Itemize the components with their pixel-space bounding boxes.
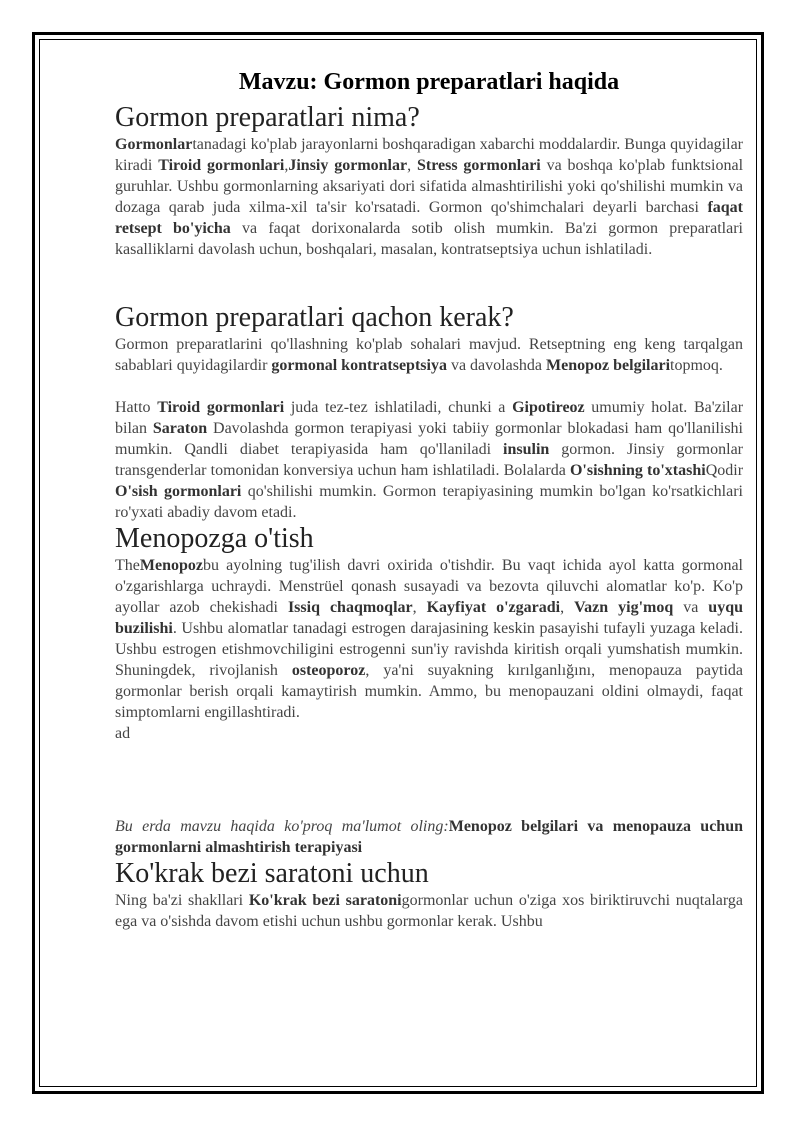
text-run: The — [115, 557, 140, 574]
spacer — [115, 260, 743, 302]
bold-term: O'sishning to'xtashi — [569, 462, 706, 479]
bold-term: Jinsiy gormonlar — [288, 157, 408, 174]
text-run: va — [673, 599, 709, 616]
document-body — [115, 66, 743, 932]
text-run: , — [284, 157, 289, 174]
text-run: tanadagi ko'plab jarayonlarni boshqaradigan xabarchi moddalardir. Bunga quyidagilar kiradi — [115, 136, 743, 174]
spacer — [115, 376, 743, 397]
text-run: juda tez-tez ishlatiladi, chunki a — [284, 399, 513, 416]
text-run: Hatto — [115, 399, 158, 416]
section-heading-what-are-hormone-drugs: Gormon preparatlari nima? — [115, 102, 420, 133]
section-paragraph — [115, 555, 743, 723]
text-run: qo'shilishi mumkin. Gormon terapiyasining mumkin bo'lgan ko'rsatkichlari ro'yxati abadiy davom etadi. — [115, 483, 743, 521]
document-title: Mavzu: Gormon preparatlari haqida — [238, 69, 620, 95]
bold-term: Gormonlar — [115, 136, 193, 153]
bold-term: O'sish gormonlari — [115, 483, 242, 500]
bold-term: Tiroid gormonlari — [157, 399, 285, 416]
section-paragraph — [115, 890, 743, 932]
bold-term: insulin — [503, 441, 550, 458]
bold-term: osteoporoz — [291, 662, 366, 679]
bold-term: Menopoz — [139, 557, 203, 574]
spacer — [115, 744, 743, 816]
text-run: , — [407, 157, 417, 174]
bold-term: Vazn yig'moq — [574, 599, 674, 616]
text-run: . Ushbu alomatlar tanadagi estrogen darajasining keskin pasayishi tufayli yuzaga keladi. Ushbu estrogen etishmovchiligini estrogenni sun'iy ravishda kiritish orqali yumshatish mumkin. Shuningdek, rivojlanish — [115, 620, 743, 679]
text-run: , — [412, 599, 427, 616]
bold-term: Menopoz belgilari — [546, 357, 671, 374]
text-run: Gormon preparatlarini qo'llashning ko'plab sohalari mavjud. Retseptning eng keng tarqalgan sabablari quyidagilardir — [115, 336, 743, 374]
section-heading-when-needed: Gormon preparatlari qachon kerak? — [115, 302, 514, 333]
text-run: gormon. Jinsiy gormonlar transgenderlar tomonidan konversiya uchun ham ishlatiladi. Bolalarda — [115, 441, 744, 479]
bold-term: gormonal kontratseptsiya — [271, 357, 447, 374]
bold-term: Ko'krak bezi saratoni — [248, 892, 402, 909]
bold-term: Tiroid gormonlari — [158, 157, 285, 174]
section-paragraph — [115, 334, 743, 376]
text-run: va faqat dorixonalarda sotib olish mumkin. Ba'zi gormon preparatlari kasalliklarni davolash uchun, boshqalari, masalan, kontratseptsiya uchun ishlatiladi. — [115, 220, 743, 258]
read-more-link[interactable]: Menopoz belgilari va menopauza uchun gormonlarni almashtirish terapiyasi — [115, 818, 744, 856]
section-heading-breast-cancer: Ko'krak bezi saratoni uchun — [115, 858, 429, 889]
text-run: , ya'ni suyakning kırılganlığını, menopauza paytida gormonlar berish orqali kamaytirish mumkin. Ammo, bu menopauzani oldini olmaydi, faqat simptomlarni engillashtiradi. — [115, 662, 743, 721]
bold-term: Gipotireoz — [512, 399, 585, 416]
text-run: gormonlar uchun o'ziga xos biriktiruvchi nuqtalarga ega va o'sishda davom etishi uchun ushbu gormonlar kerak. Ushbu — [115, 892, 744, 930]
bold-term: uyqu buzilishi — [115, 599, 743, 637]
bold-term: Issiq chaqmoqlar — [287, 599, 413, 616]
text-run: Ning ba'zi shakllari — [115, 892, 249, 909]
text-run: , — [560, 599, 575, 616]
read-more-lead: Bu erda mavzu haqida ko'proq ma'lumot oling: — [115, 818, 449, 835]
text-run: bu ayolning tug'ilish davri oxirida o'tishdir. Bu vaqt ichida ayol katta gormonal o'zgarishlarga uchraydi. Menstrüel qonash susayadi va bezovta qiluvchi alomatlar ko'p. Ko'p ayollar azob chekishadi — [115, 557, 743, 616]
section-paragraph — [115, 134, 743, 260]
read-more-note — [115, 816, 743, 858]
ad-label: ad — [115, 725, 131, 742]
text-run: Qodir — [705, 462, 744, 479]
bold-term: Kayfiyat o'zgaradi — [426, 599, 561, 616]
bold-term: faqat retsept bo'yicha — [115, 199, 743, 237]
text-run: umumiy holat. Ba'zilar bilan — [115, 399, 744, 437]
bold-term: Stress gormonlari — [416, 157, 541, 174]
text-run: Davolashda gormon terapiyasi yoki tabiiy gormonlar blokadasi ham qo'llanilishi mumkin. Qandli diabet terapiyasida ham qo'llaniladi — [115, 420, 743, 458]
section-paragraph — [115, 397, 743, 523]
text-run: va davolashda — [446, 357, 547, 374]
section-heading-menopause: Menopozga o'tish — [115, 523, 314, 554]
text-run: topmoq. — [670, 357, 723, 374]
text-run: va boshqa ko'plab funktsional guruhlar. Ushbu gormonlarning aksariyati dori sifatida almashtirilishi yoki qo'shilishi mumkin va dozaga qarab juda xilma-xil ta'sir ko'rsatadi. Gormon qo'shimchalari deyarli barchasi — [115, 157, 744, 216]
bold-term: Saraton — [152, 420, 208, 437]
